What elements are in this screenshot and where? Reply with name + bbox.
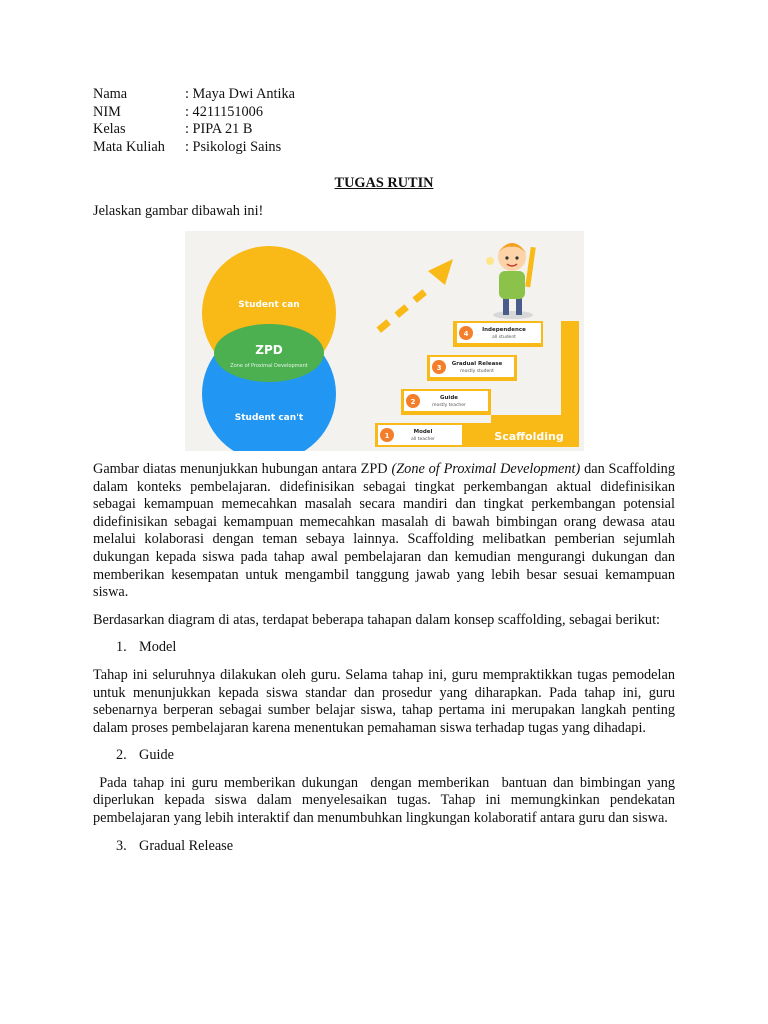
- paragraph-intro-a: Gambar diatas menunjukkan hubungan antara ZPD: [93, 460, 392, 477]
- info-label-nim: NIM: [93, 103, 121, 120]
- figure-svg: [185, 231, 584, 451]
- step-1-sub: all teacher: [410, 436, 435, 442]
- document-title: TUGAS RUTIN: [334, 175, 434, 192]
- info-value-kelas: : PIPA 21 B: [185, 121, 253, 138]
- info-value-nim: : 4211151006: [185, 103, 263, 120]
- step-1-title: Model: [413, 428, 432, 435]
- step-3-number: 3: [436, 363, 441, 372]
- info-value-nama: : Maya Dwi Antika: [185, 86, 295, 102]
- student-cant-label: Student can't: [234, 412, 303, 423]
- student-can-label: Student can: [237, 299, 300, 310]
- zpd-label: ZPD: [254, 342, 283, 357]
- student-info: [93, 86, 675, 156]
- info-label-nama: Nama: [93, 86, 128, 102]
- list-item-2-label: Guide: [139, 747, 174, 764]
- step-2-title: Guide: [439, 394, 458, 401]
- step-4-sub: all student: [491, 334, 516, 340]
- zpd-sublabel: Zone of Proximal Development: [229, 362, 308, 369]
- info-label-kelas: Kelas: [93, 121, 126, 138]
- step-4-number: 4: [463, 329, 468, 338]
- list-item-3: [93, 838, 675, 856]
- student-character-icon: [486, 243, 536, 319]
- list-item-2-text: Pada tahap ini guru memberikan dukungan dengan memberikan bantuan dan bimbingan yang diperlukan kepada siswa dalam menyelesaikan tugas. Tahap ini memungkinkan pendekatan pembelajaran yang lebih interaktif dan menumbuhkan lingkungan kolaboratif antara guru dan siswa.: [93, 774, 679, 827]
- step-3-title: Gradual Release: [451, 360, 502, 367]
- list-item-2-number: 2.: [116, 747, 127, 764]
- info-value-mata-kuliah: : Psikologi Sains: [185, 138, 282, 155]
- list-item-2: [93, 747, 675, 765]
- step-1-number: 1: [384, 431, 389, 440]
- arrow-up-icon: [376, 259, 453, 333]
- list-item-3-label: Gradual Release: [139, 837, 234, 854]
- step-4-title: Independence: [481, 326, 526, 333]
- instruction: Jelaskan gambar dibawah ini!: [93, 203, 264, 220]
- list-item-1-label: Model: [139, 639, 177, 656]
- list-item-1-number: 1.: [116, 639, 127, 656]
- paragraph-intro-emphasis: (Zone of Proximal Development): [391, 460, 581, 477]
- list-item-3-number: 3.: [116, 837, 127, 854]
- zpd-scaffolding-figure: [185, 231, 584, 451]
- scaffolding-label: Scaffolding: [493, 429, 564, 443]
- step-2-number: 2: [410, 397, 415, 406]
- list-item-1-text: Tahap ini seluruhnya dilakukan oleh guru. Selama tahap ini, guru mempraktikkan tugas pemodelan untuk menunjukkan kepada siswa standar dan prosedur yang diharapkan. Pada tahap ini, guru sebenarnya berperan sebagai sumber belajar siswa, tahap pertama ini merupakan langkah penting dalam proses pembelajaran karena menentukan pemahaman siswa terhadap tugas yang dihadapi.: [93, 666, 675, 736]
- document-page: [93, 86, 679, 855]
- staircase: [375, 321, 579, 447]
- info-label-mata-kuliah: Mata Kuliah: [93, 138, 165, 155]
- paragraph-stages: Berdasarkan diagram di atas, terdapat beberapa tahapan dalam konsep scaffolding, sebagai berikut:: [93, 611, 661, 628]
- paragraph-intro-b: dan Scaffolding dalam konteks pembelajaran. didefinisikan sebagai tingkat perkembangan aktual didefinisikan sebagai kemampuan memecahkan masalah secara mandiri dan tingkat perkembangan potensial didefinisikan sebagai kemampuan memecahkan masalah di bawah bimbingan orang dewasa atau melalui kolaborasi dengan teman sebaya lainnya. Scaffolding melibatkan pemberian sejumlah dukungan kepada siswa pada tahap awal pembelajaran dan kemudian mengurangi dukungan dan memberikan kesempatan untuk mengambil tanggung jawab yang lebih besar sesuai kemampuan siswa.: [93, 460, 675, 601]
- list-item-1: [93, 639, 675, 657]
- step-2-sub: mostly teacher: [431, 402, 466, 408]
- paragraph-intro: [93, 461, 675, 602]
- step-3-sub: mostly student: [459, 368, 494, 374]
